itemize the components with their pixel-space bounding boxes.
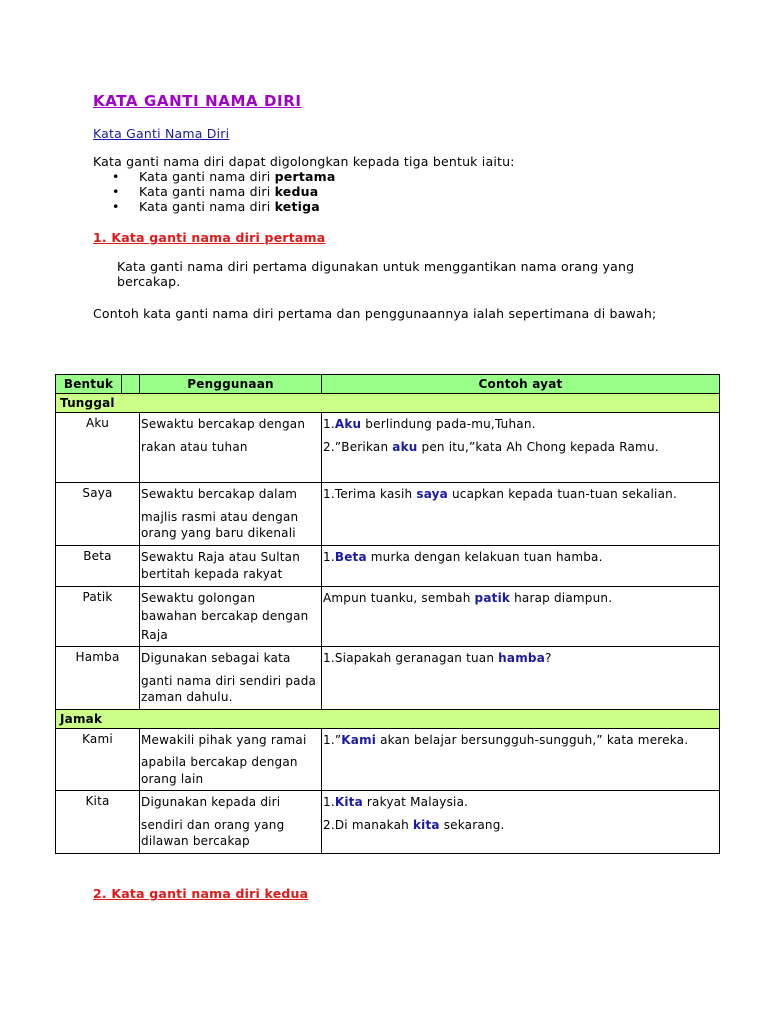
cell-penggunaan: Digunakan kepada diri sendiri dan orang yang dilawan bercakap: [140, 791, 322, 854]
cell-bentuk: Kami: [56, 728, 140, 791]
cell-penggunaan: Digunakan sebagai kata ganti nama diri sendiri pada zaman dahulu.: [140, 647, 322, 710]
cell-penggunaan: Mewakili pihak yang ramai apabila bercakap dengan orang lain: [140, 728, 322, 791]
group-tunggal: Tunggal: [56, 394, 720, 413]
cell-contoh: 1.Kita rakyat Malaysia. 2.Di manakah kita sekarang.: [322, 791, 720, 854]
bullet-icon: •: [112, 199, 120, 214]
cell-bentuk: Beta: [56, 545, 140, 586]
table-row: [56, 728, 720, 791]
table-row: [56, 545, 720, 586]
cell-bentuk: Patik: [56, 586, 140, 647]
cell-penggunaan: Sewaktu bercakap dalam majlis rasmi atau dengan orang yang baru dikenali: [140, 483, 322, 546]
cell-bentuk: Hamba: [56, 647, 140, 710]
header-spacer: [122, 375, 140, 394]
group-jamak: Jamak: [56, 709, 720, 728]
pronoun-table: [55, 374, 720, 854]
bullet-icon: •: [112, 184, 120, 199]
cell-contoh: Ampun tuanku, sembah patik harap diampun.: [322, 586, 720, 647]
table-row: [56, 413, 720, 483]
bullet-list: [112, 169, 336, 214]
bullet-icon: •: [112, 169, 120, 184]
list-item: • Kata ganti nama diri pertama: [112, 169, 336, 184]
header-penggunaan: Penggunaan: [140, 375, 322, 394]
page-title: KATA GANTI NAMA DIRI: [93, 92, 302, 110]
cell-penggunaan: Sewaktu Raja atau Sultan bertitah kepada rakyat: [140, 545, 322, 586]
header-bentuk: Bentuk: [56, 375, 122, 394]
table-row: [56, 791, 720, 854]
table-row: [56, 586, 720, 647]
intro-text: Kata ganti nama diri dapat digolongkan kepada tiga bentuk iaitu:: [93, 154, 515, 169]
table-row: [56, 647, 720, 710]
cell-bentuk: Kita: [56, 791, 140, 854]
cell-contoh: 1.Beta murka dengan kelakuan tuan hamba.: [322, 545, 720, 586]
cell-contoh: 1.”Kami akan belajar bersungguh-sungguh,” kata mereka.: [322, 728, 720, 791]
list-item: • Kata ganti nama diri ketiga: [112, 199, 320, 214]
cell-penggunaan: Sewaktu bercakap dengan rakan atau tuhan: [140, 413, 322, 483]
cell-bentuk: Aku: [56, 413, 140, 483]
section2-heading: 2. Kata ganti nama diri kedua: [93, 886, 309, 901]
header-contoh: Contoh ayat: [322, 375, 720, 394]
table-row: [56, 483, 720, 546]
cell-contoh: 1.Aku berlindung pada-mu,Tuhan. 2.”Berikan aku pen itu,”kata Ah Chong kepada Ramu.: [322, 413, 720, 483]
section1-paragraph-line2: bercakap.: [117, 274, 181, 289]
cell-contoh: 1.Siapakah geranagan tuan hamba?: [322, 647, 720, 710]
list-item: • Kata ganti nama diri kedua: [112, 184, 319, 199]
subtitle-link[interactable]: Kata Ganti Nama Diri: [93, 126, 230, 141]
example-intro: Contoh kata ganti nama diri pertama dan penggunaannya ialah sepertimana di bawah;: [93, 306, 657, 321]
cell-bentuk: Saya: [56, 483, 140, 546]
cell-contoh: 1.Terima kasih saya ucapkan kepada tuan-tuan sekalian.: [322, 483, 720, 546]
section1-paragraph-line1: Kata ganti nama diri pertama digunakan untuk menggantikan nama orang yang: [117, 259, 635, 274]
cell-penggunaan: Sewaktu golongan bawahan bercakap dengan Raja: [140, 586, 322, 647]
section1-heading: 1. Kata ganti nama diri pertama: [93, 230, 326, 245]
